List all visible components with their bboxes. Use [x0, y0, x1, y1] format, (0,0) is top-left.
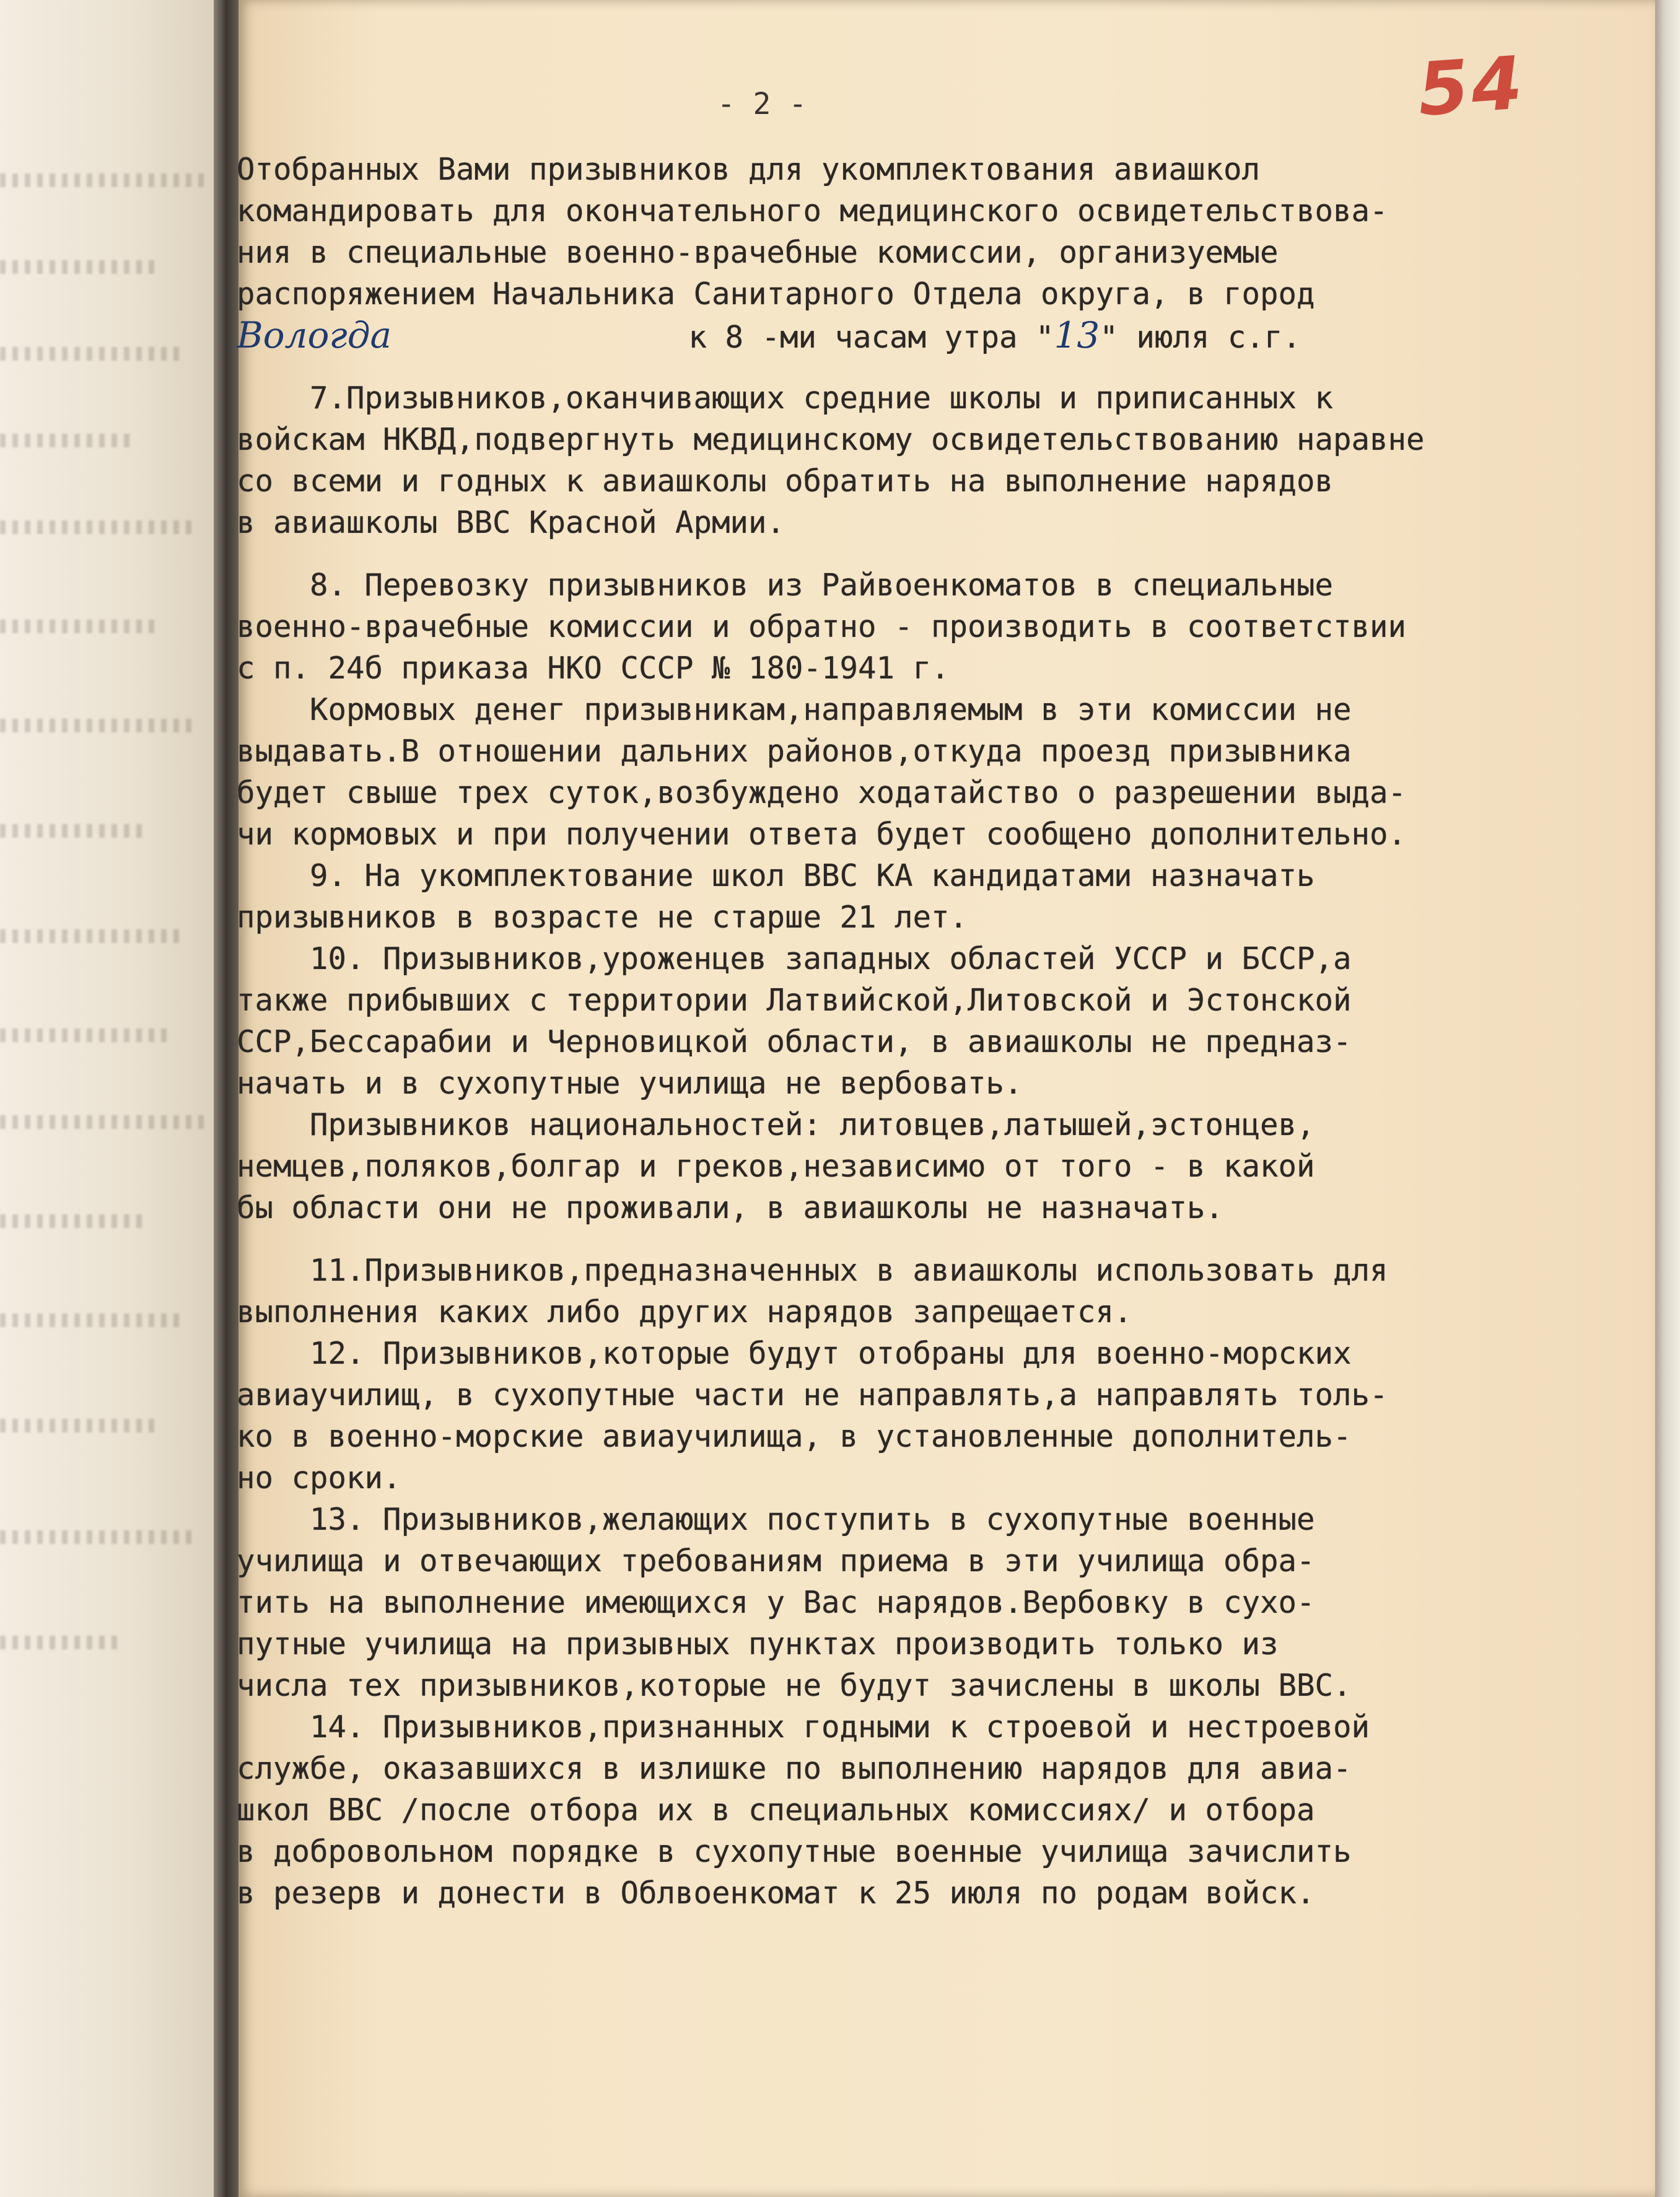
text-line: немцев,поляков,болгар и греков,независимо от того - в какой	[237, 1149, 1315, 1184]
text-line: но сроки.	[237, 1460, 401, 1496]
text-line: авиаучилищ, в сухопутные части не направлять,а направлять толь-	[237, 1377, 1388, 1413]
item-12	[237, 1333, 1587, 1499]
document-body	[237, 149, 1587, 1914]
text-line: выдавать.В отношении дальних районов,откуда проезд призывника	[237, 734, 1352, 769]
text-line: 7.Призывников,оканчивающих средние школы и приписанных к	[237, 380, 1334, 416]
text-line: ко в военно-морские авиаучилища, в установленные дополнитель-	[237, 1419, 1352, 1454]
text-line: Призывников национальностей: литовцев,латышей,эстонцев,	[237, 1107, 1315, 1142]
text-line: командировать для окончательного медицинского освидетельствова-	[237, 193, 1388, 229]
text-line: ния в специальные военно-врачебные комиссии, организуемые	[237, 235, 1279, 270]
text-line: 14. Призывников,признанных годными к строевой и нестроевой	[237, 1709, 1370, 1745]
ghost-text-line	[0, 929, 186, 943]
month-text: " июля с.г.	[1100, 320, 1301, 355]
text-line: будет свыше трех суток,возбуждено ходатайство о разрешении выда-	[237, 775, 1407, 810]
ghost-text-line	[0, 1028, 173, 1042]
ghost-text-line	[0, 1214, 142, 1228]
handwritten-city: Вологда	[237, 315, 392, 356]
text-line: 10. Призывников,уроженцев западных областей УССР и БССР,а	[237, 941, 1352, 976]
page-number: - 2 -	[717, 87, 807, 121]
text-line: Отобранных Вами призывников для укомплектования авиашкол	[237, 152, 1261, 187]
item-8	[237, 564, 1587, 689]
ghost-text-line	[0, 347, 186, 361]
text-line: 11.Призывников,предназначенных в авиашколы использовать для	[237, 1253, 1388, 1288]
text-line: со всеми и годных к авиашколы обратить на выполнение нарядов	[237, 463, 1334, 499]
text-line: чи кормовых и при получении ответа будет сообщено дополнительно.	[237, 817, 1407, 852]
item-7	[237, 377, 1587, 543]
facing-page	[0, 0, 235, 2197]
text-line: в авиашколы ВВС Красной Армии.	[237, 505, 785, 540]
city-blank	[237, 315, 670, 356]
ghost-text-line	[0, 719, 198, 732]
item-10-nationalities	[237, 1104, 1587, 1229]
text-line: в резерв и донести в Облвоенкомат к 25 июля по родам войск.	[237, 1875, 1315, 1911]
ghost-text-line	[0, 173, 204, 187]
item-14	[237, 1706, 1587, 1914]
text-line: путные училища на призывных пунктах производить только из	[237, 1626, 1279, 1662]
text-line: призывников в возрасте не старше 21 лет.	[237, 900, 968, 935]
text-line: распоряжением Начальника Санитарного Отдела округа, в город	[237, 276, 1315, 312]
text-line: 12. Призывников,которые будут отобраны для военно-морских	[237, 1336, 1352, 1371]
ghost-text-line	[0, 620, 161, 633]
text-line: также прибывших с территории Латвийской,Литовской и Эстонской	[237, 983, 1352, 1018]
item-11	[237, 1250, 1587, 1333]
text-line: 8. Перевозку призывников из Райвоенкоматов в специальные	[237, 568, 1334, 603]
time-text: к 8 -ми часам утра "	[688, 320, 1054, 355]
page-edge	[1655, 0, 1680, 2197]
intro-paragraph	[237, 149, 1587, 356]
text-line: школ ВВС /после отбора их в специальных комиссиях/ и отбора	[237, 1792, 1315, 1828]
ghost-text-line	[0, 520, 192, 534]
ghost-text-line	[0, 824, 149, 838]
text-line: выполнения каких либо других нарядов запрещается.	[237, 1294, 1132, 1330]
text-line: училища и отвечающих требованиям приема в эти училища обра-	[237, 1543, 1315, 1579]
text-line: 13. Призывников,желающих поступить в сухопутные военные	[237, 1502, 1315, 1537]
item-10	[237, 938, 1587, 1104]
text-line: в добровольном порядке в сухопутные военные училища зачислить	[237, 1834, 1352, 1869]
destination-line	[237, 315, 1587, 356]
ghost-text-line	[0, 1636, 124, 1649]
text-line: 9. На укомплектование школ ВВС КА кандидатами назначать	[237, 858, 1315, 893]
ghost-text-line	[0, 260, 155, 274]
text-line: бы области они не проживали, в авиашколы не назначать.	[237, 1190, 1224, 1226]
item-13	[237, 1499, 1587, 1706]
text-line: военно-врачебные комиссии и обратно - производить в соответствии	[237, 609, 1407, 644]
text-line: войскам НКВД,подвергнуть медицинскому освидетельствованию наравне	[237, 422, 1425, 457]
text-line: с п. 24б приказа НКО СССР № 180-1941 г.	[237, 651, 950, 686]
ghost-text-line	[0, 1419, 161, 1432]
ghost-text-line	[0, 1313, 186, 1327]
text-line: тить на выполнение имеющихся у Вас нарядов.Вербовку в сухо-	[237, 1585, 1315, 1620]
text-line: ССР,Бессарабии и Черновицкой области, в авиашколы не предназ-	[237, 1024, 1352, 1059]
ghost-text-line	[0, 434, 136, 447]
text-line: начать и в сухопутные училища не вербовать.	[237, 1066, 1023, 1101]
item-8-feeding	[237, 689, 1587, 855]
archive-folio-number: 54	[1415, 40, 1528, 133]
item-9	[237, 855, 1587, 938]
ghost-text-line	[0, 1115, 204, 1129]
text-line: Кормовых денег призывникам,направляемым в эти комиссии не	[237, 692, 1352, 727]
text-line: службе, оказавшихся в излишке по выполнению нарядов для авиа-	[237, 1751, 1352, 1786]
handwritten-day: 13	[1054, 315, 1100, 356]
ghost-text-line	[0, 1530, 192, 1544]
text-line: числа тех призывников,которые не будут зачислены в школы ВВС.	[237, 1668, 1352, 1703]
